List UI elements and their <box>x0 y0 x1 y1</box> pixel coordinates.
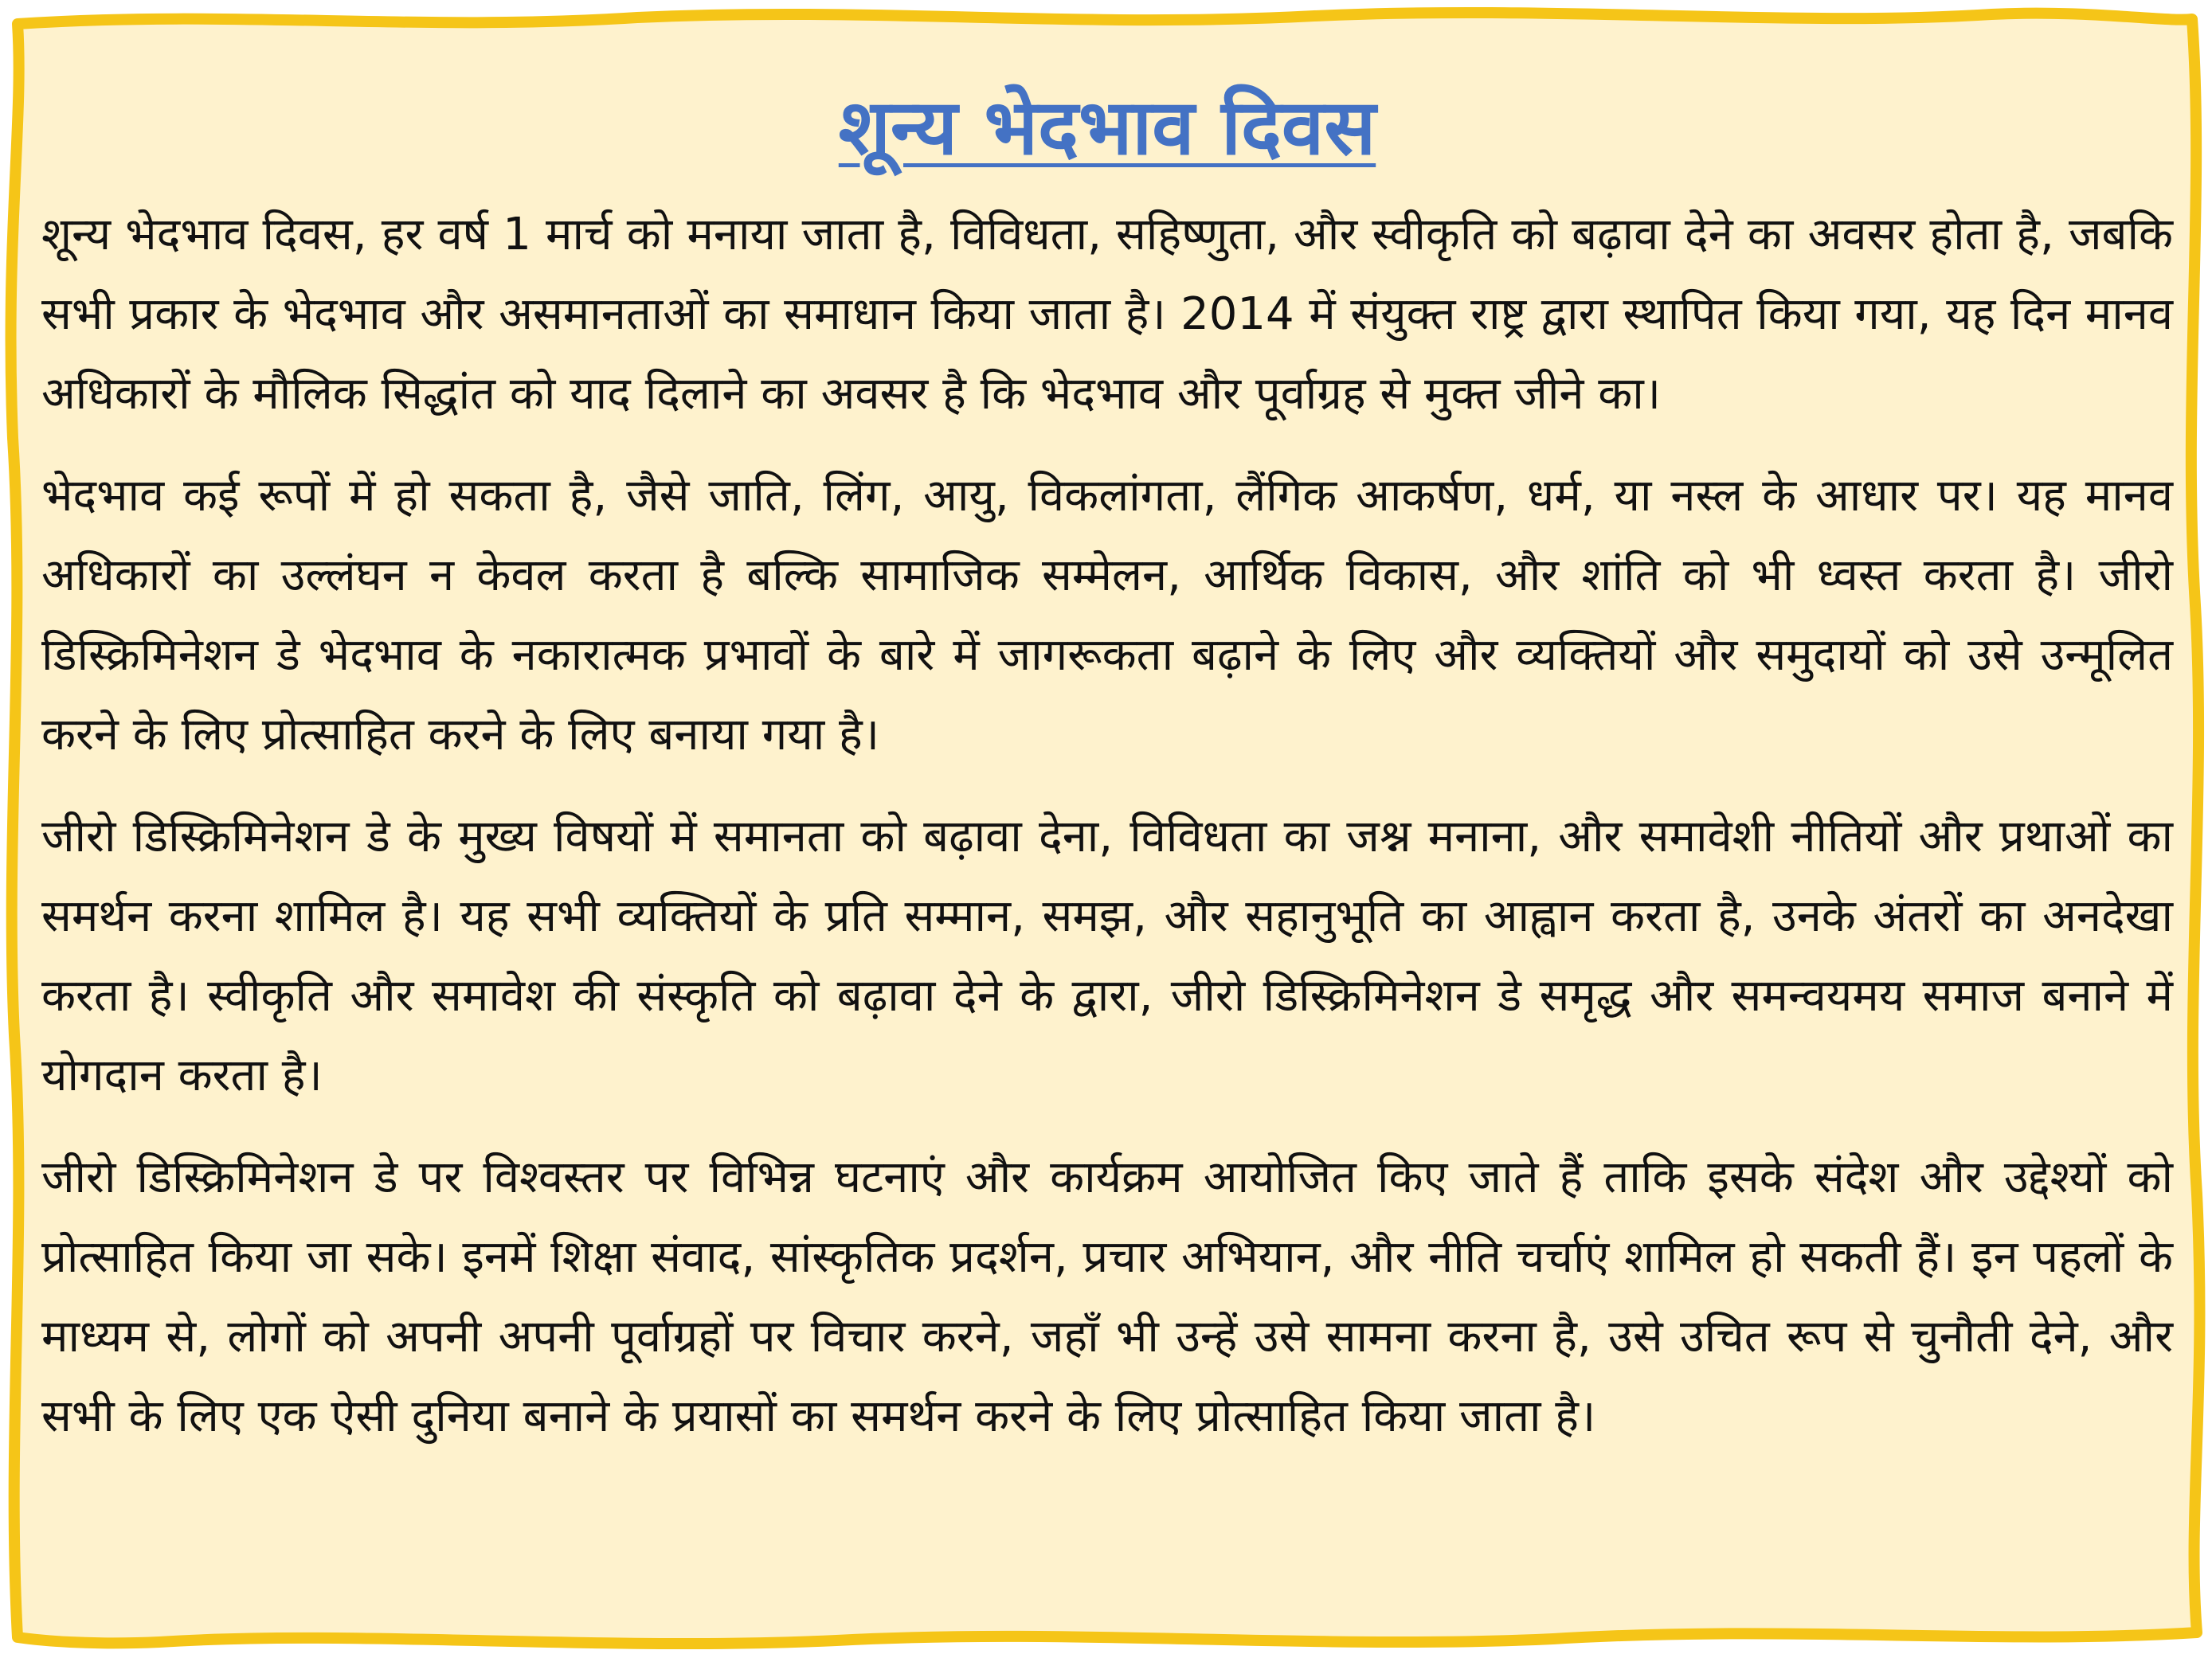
page-title-text: शून्य भेदभाव दिवस <box>838 83 1376 172</box>
paragraph-2: भेदभाव कई रूपों में हो सकता है, जैसे जाति, लिंग, आयु, विकलांगता, लैंगिक आकर्षण, धर्म, या नस्ल के आधार पर। यह मानव अधिकारों का उल्लंघन न केवल करता है बल्कि सामाजिक सम्मेलन, आर्थिक विकास, और शांति को भी ध्वस्त करता है। जीरो डिस्क्रिमिनेशन डे भेदभाव के नकारात्मक प्रभावों के बारे में जागरूकता बढ़ाने के लिए और व्यक्तियों और समुदायों को उसे उन्मूलित करने के लिए प्रोत्साहित करने के लिए बनाया गया है। <box>41 470 2173 761</box>
paragraph-3: जीरो डिस्क्रिमिनेशन डे के मुख्य विषयों में समानता को बढ़ावा देना, विविधता का जश्न मनाना, और समावेशी नीतियों और प्रथाओं का समर्थन करना शामिल है। यह सभी व्यक्तियों के प्रति सम्मान, समझ, और सहानुभूति का आह्वान करता है, उनके अंतरों का अनदेखा करता है। स्वीकृति और समावेश की संस्कृति को बढ़ावा देने के द्वारा, जीरो डिस्क्रिमिनेशन डे समृद्ध और समन्वयमय समाज बनाने में योगदान करता है। <box>41 811 2173 1101</box>
page-title <box>41 76 2173 179</box>
paragraph-4: जीरो डिस्क्रिमिनेशन डे पर विश्वस्तर पर विभिन्न घटनाएं और कार्यक्रम आयोजित किए जाते हैं ताकि इसके संदेश और उद्देश्यों को प्रोत्साहित किया जा सके। इनमें शिक्षा संवाद, सांस्कृतिक प्रदर्शन, प्रचार अभियान, और नीति चर्चाएं शामिल हो सकती हैं। इन पहलों के माध्यम से, लोगों को अपनी अपनी पूर्वाग्रहों पर विचार करने, जहाँ भी उन्हें उसे सामना करना है, उसे उचित रूप से चुनौती देने, और सभी के लिए एक ऐसी दुनिया बनाने के प्रयासों का समर्थन करने के लिए प्रोत्साहित किया जाता है। <box>41 1152 2173 1442</box>
paragraph-1: शून्य भेदभाव दिवस, हर वर्ष 1 मार्च को मनाया जाता है, विविधता, सहिष्णुता, और स्वीकृति को बढ़ावा देने का अवसर होता है, जबकि सभी प्रकार के भेदभाव और असमानताओं का समाधान किया जाता है। 2014 में संयुक्त राष्ट्र द्वारा स्थापित किया गया, यह दिन मानव अधिकारों के मौलिक सिद्धांत को याद दिलाने का अवसर है कि भेदभाव और पूर्वाग्रह से मुक्त जीने का। <box>41 209 2173 420</box>
document-body <box>41 76 2173 1589</box>
